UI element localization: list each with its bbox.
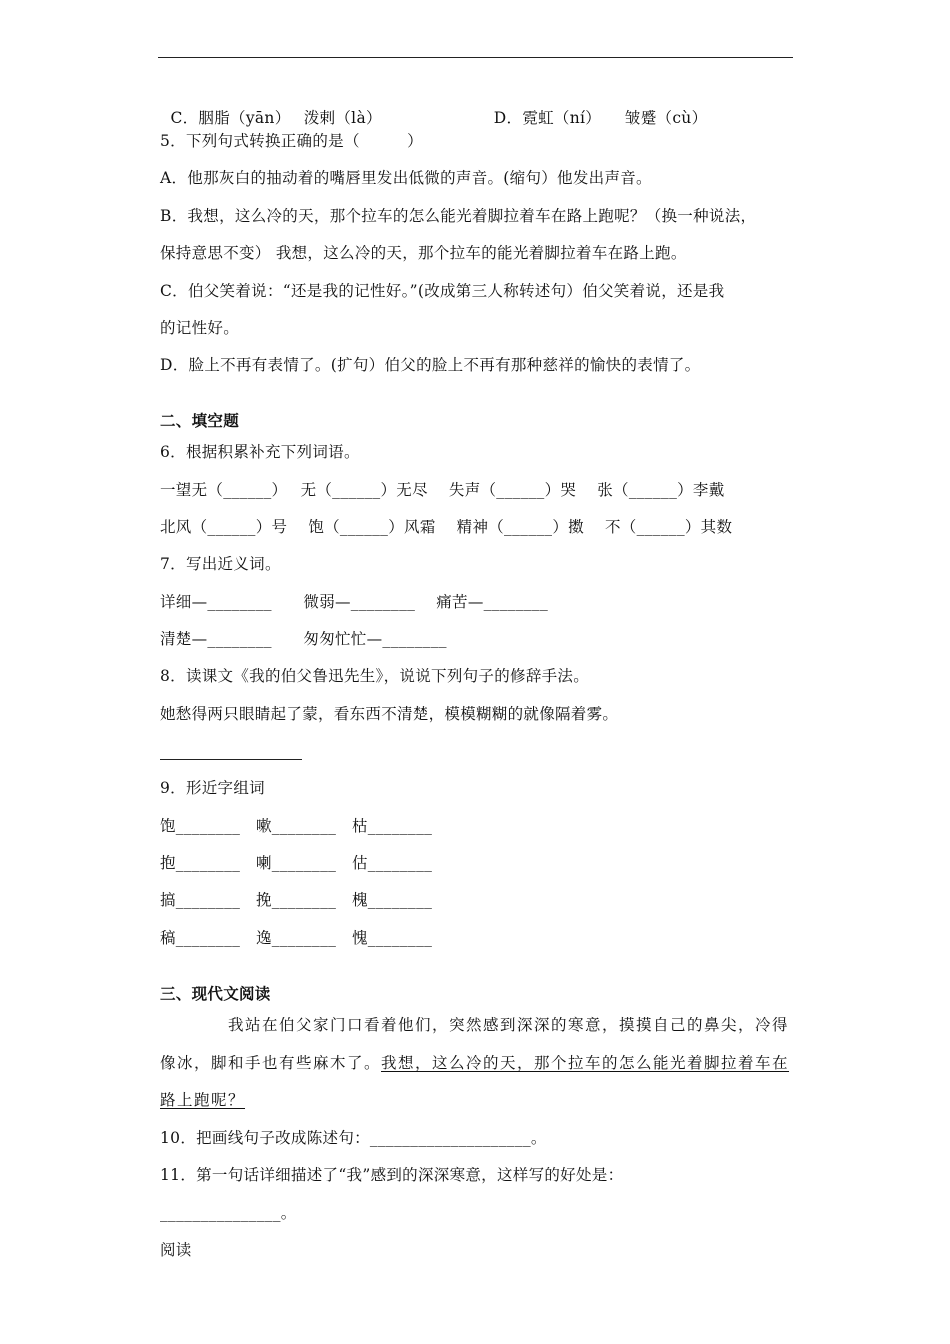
q7-row1: 详细—________ 微弱—________ 痛苦—________ [160, 593, 549, 611]
q5-option-c-line2: 的记性好。 [160, 319, 240, 337]
q9-row4: 稿________ 逸________ 愧________ [160, 929, 433, 947]
footer-reading-label: 阅读 [160, 1241, 192, 1259]
header-rule [158, 57, 793, 58]
section-reading-title: 三、现代文阅读 [160, 985, 271, 1003]
q8-stem: 8．读课文《我的伯父鲁迅先生》，说说下列句子的修辞手法。 [160, 667, 590, 685]
q7-stem: 7．写出近义词。 [160, 555, 281, 573]
q9-row3: 搞________ 挽________ 槐________ [160, 891, 433, 909]
passage-line2 [160, 1053, 789, 1073]
q5-option-c-line1: C．伯父笑着说：“还是我的记性好。”(改成第三人称转述句）伯父笑着说，还是我 [160, 282, 725, 300]
passage-line2-plain: 像冰，脚和手也有些麻木了。 [160, 1054, 382, 1072]
q8-answer-blank [160, 759, 302, 760]
q11-text: 11．第一句话详细描述了“我”感到的深深寒意，这样写的好处是： [160, 1166, 624, 1184]
q4-option-d: D．霓虹（ní） 皱蹙（cù） [493, 109, 708, 127]
q10-text: 10．把画线句子改成陈述句：____________________。 [160, 1129, 547, 1147]
q5-stem: 5．下列句式转换正确的是（ ） [160, 132, 423, 150]
q8-sentence: 她愁得两只眼睛起了蒙，看东西不清楚，模模糊糊的就像隔着雾。 [160, 705, 619, 723]
q5-option-b-line2: 保持意思不变） 我想，这么冷的天，那个拉车的能光着脚拉着车在路上跑。 [160, 244, 687, 262]
q4-option-c: C．胭脂（yān） 泼剌（là） [170, 109, 382, 127]
q11-answer-blank: _______________。 [160, 1204, 297, 1222]
q6-row2: 北风（______）号 饱（______）风霜 精神（______）擞 不（______）其数 [160, 518, 733, 536]
q6-row1: 一望无（______） 无（______）无尽 失声（______）哭 张（______）李戴 [160, 481, 725, 499]
q5-option-a: A．他那灰白的抽动着的嘴唇里发出低微的声音。(缩句）他发出声音。 [160, 169, 652, 187]
q9-stem: 9．形近字组词 [160, 779, 265, 797]
q7-row2: 清楚—________ 匆匆忙忙—________ [160, 630, 447, 648]
q4-options-row [160, 88, 707, 128]
passage-line3 [160, 1090, 245, 1110]
passage-underlined-sentence-part2: 路上跑呢？ [160, 1091, 246, 1109]
passage-line1: 我站在伯父家门口看着他们，突然感到深深的寒意，摸摸自己的鼻尖，冷得 [160, 1016, 790, 1034]
q5-option-b-line1: B．我想，这么冷的天，那个拉车的怎么能光着脚拉着车在路上跑呢？（换一种说法， [160, 207, 757, 225]
q6-stem: 6．根据积累补充下列词语。 [160, 443, 360, 461]
q9-row2: 抱________ 喇________ 估________ [160, 854, 433, 872]
q9-row1: 饱________ 嗽________ 枯________ [160, 817, 433, 835]
q5-option-d: D．脸上不再有表情了。(扩句）伯父的脸上不再有那种慈祥的愉快的表情了。 [160, 356, 701, 374]
passage-underlined-sentence-part1: 我想，这么冷的天，那个拉车的怎么能光着脚拉着车在 [381, 1054, 790, 1072]
section-fill-blank-title: 二、填空题 [160, 412, 240, 430]
